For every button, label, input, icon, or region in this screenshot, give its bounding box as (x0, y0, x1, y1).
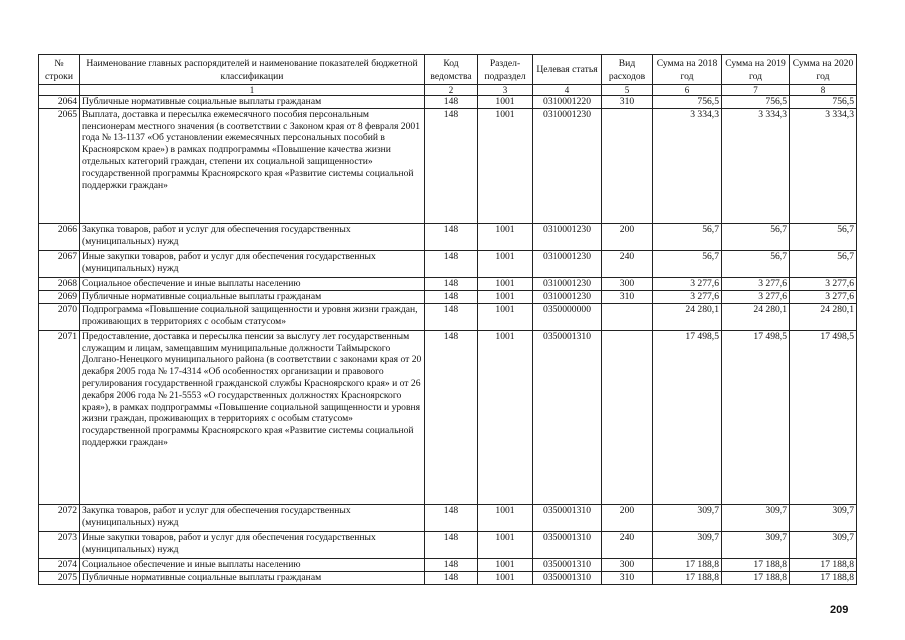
row-name: Закупка товаров, работ и услуг для обеспечения государственных (муниципальных) нужд (80, 504, 425, 531)
target-article: 0310001230 (533, 277, 602, 290)
table-header (39, 55, 857, 96)
target-article: 0350001310 (533, 571, 602, 584)
sum-2019: 3 334,3 (722, 108, 790, 223)
sum-2018: 3 334,3 (653, 108, 722, 223)
dept-code: 148 (425, 108, 478, 223)
column-number: 6 (653, 85, 722, 96)
row-number: 2064 (39, 96, 80, 109)
sum-2019: 3 277,6 (722, 290, 790, 303)
table-row (39, 571, 857, 584)
target-article: 0310001230 (533, 290, 602, 303)
expense-type: 240 (602, 250, 653, 277)
row-name: Публичные нормативные социальные выплаты гражданам (80, 96, 425, 109)
dept-code: 148 (425, 303, 478, 330)
expense-type (602, 330, 653, 504)
dept-code: 148 (425, 330, 478, 504)
sum-2020: 56,7 (790, 250, 857, 277)
budget-table (38, 54, 857, 585)
sum-2018: 3 277,6 (653, 290, 722, 303)
section-code: 1001 (478, 531, 533, 558)
dept-code: 148 (425, 277, 478, 290)
section-code: 1001 (478, 250, 533, 277)
sum-2019: 309,7 (722, 504, 790, 531)
table-row (39, 96, 857, 109)
row-name: Социальное обеспечение и иные выплаты населению (80, 277, 425, 290)
sum-2020: 3 334,3 (790, 108, 857, 223)
table-body (39, 96, 857, 585)
table-row (39, 558, 857, 571)
sum-2019: 24 280,1 (722, 303, 790, 330)
dept-code: 148 (425, 96, 478, 109)
section-code: 1001 (478, 571, 533, 584)
sum-2018: 309,7 (653, 531, 722, 558)
table-row (39, 330, 857, 504)
table-row (39, 303, 857, 330)
dept-code: 148 (425, 571, 478, 584)
table-row (39, 531, 857, 558)
expense-type (602, 108, 653, 223)
target-article: 0310001230 (533, 108, 602, 223)
sum-2019: 309,7 (722, 531, 790, 558)
expense-type: 310 (602, 290, 653, 303)
column-number: 5 (602, 85, 653, 96)
sum-2019: 3 277,6 (722, 277, 790, 290)
sum-2020: 309,7 (790, 504, 857, 531)
column-number: 1 (80, 85, 425, 96)
column-number-row (39, 85, 857, 96)
sum-2020: 756,5 (790, 96, 857, 109)
row-number: 2066 (39, 223, 80, 250)
column-number: 2 (425, 85, 478, 96)
target-article: 0310001230 (533, 250, 602, 277)
column-number: 7 (722, 85, 790, 96)
expense-type (602, 303, 653, 330)
row-name: Подпрограмма «Повышение социальной защищенности и уровня жизни граждан, проживающих в территориях с особым статусом» (80, 303, 425, 330)
row-number: 2074 (39, 558, 80, 571)
section-code: 1001 (478, 223, 533, 250)
header-row-number: № строки (39, 55, 80, 85)
sum-2018: 17 188,8 (653, 558, 722, 571)
dept-code: 148 (425, 531, 478, 558)
table-row (39, 290, 857, 303)
row-name: Закупка товаров, работ и услуг для обеспечения государственных (муниципальных) нужд (80, 223, 425, 250)
row-number: 2068 (39, 277, 80, 290)
sum-2019: 17 188,8 (722, 571, 790, 584)
target-article: 0310001220 (533, 96, 602, 109)
sum-2020: 24 280,1 (790, 303, 857, 330)
header-sum-2020: Сумма на 2020 год (790, 55, 857, 85)
table-row (39, 277, 857, 290)
header-expense-type: Вид расходов (602, 55, 653, 85)
expense-type: 200 (602, 504, 653, 531)
sum-2019: 17 188,8 (722, 558, 790, 571)
sum-2019: 17 498,5 (722, 330, 790, 504)
row-number: 2071 (39, 330, 80, 504)
sum-2020: 3 277,6 (790, 290, 857, 303)
row-number: 2072 (39, 504, 80, 531)
table-row (39, 108, 857, 223)
section-code: 1001 (478, 504, 533, 531)
sum-2018: 756,5 (653, 96, 722, 109)
column-number: 8 (790, 85, 857, 96)
row-number: 2069 (39, 290, 80, 303)
sum-2019: 756,5 (722, 96, 790, 109)
sum-2020: 56,7 (790, 223, 857, 250)
sum-2020: 17 498,5 (790, 330, 857, 504)
section-code: 1001 (478, 96, 533, 109)
expense-type: 200 (602, 223, 653, 250)
sum-2018: 56,7 (653, 250, 722, 277)
table-row (39, 250, 857, 277)
row-name: Публичные нормативные социальные выплаты гражданам (80, 290, 425, 303)
target-article: 0350001310 (533, 531, 602, 558)
section-code: 1001 (478, 303, 533, 330)
header-target-article: Целевая статья (533, 55, 602, 85)
column-number (39, 85, 80, 96)
sum-2018: 56,7 (653, 223, 722, 250)
section-code: 1001 (478, 558, 533, 571)
sum-2020: 3 277,6 (790, 277, 857, 290)
sum-2018: 309,7 (653, 504, 722, 531)
sum-2018: 3 277,6 (653, 277, 722, 290)
expense-type: 310 (602, 571, 653, 584)
row-number: 2065 (39, 108, 80, 223)
expense-type: 310 (602, 96, 653, 109)
row-number: 2070 (39, 303, 80, 330)
target-article: 0350001310 (533, 330, 602, 504)
expense-type: 240 (602, 531, 653, 558)
page-number: 209 (830, 604, 849, 616)
dept-code: 148 (425, 504, 478, 531)
sum-2019: 56,7 (722, 223, 790, 250)
sum-2019: 56,7 (722, 250, 790, 277)
sum-2020: 309,7 (790, 531, 857, 558)
column-number: 3 (478, 85, 533, 96)
row-number: 2067 (39, 250, 80, 277)
dept-code: 148 (425, 223, 478, 250)
target-article: 0350000000 (533, 303, 602, 330)
target-article: 0350001310 (533, 558, 602, 571)
sum-2020: 17 188,8 (790, 571, 857, 584)
dept-code: 148 (425, 558, 478, 571)
row-number: 2075 (39, 571, 80, 584)
header-name: Наименование главных распорядителей и наименование показателей бюджетной классификации (80, 55, 425, 85)
row-name: Иные закупки товаров, работ и услуг для обеспечения государственных (муниципальных) нужд (80, 250, 425, 277)
header-dept-code: Код ведомства (425, 55, 478, 85)
sum-2018: 17 188,8 (653, 571, 722, 584)
row-name: Иные закупки товаров, работ и услуг для обеспечения государственных (муниципальных) нужд (80, 531, 425, 558)
row-name: Публичные нормативные социальные выплаты гражданам (80, 571, 425, 584)
section-code: 1001 (478, 108, 533, 223)
header-sum-2018: Сумма на 2018 год (653, 55, 722, 85)
sum-2018: 24 280,1 (653, 303, 722, 330)
sum-2020: 17 188,8 (790, 558, 857, 571)
row-number: 2073 (39, 531, 80, 558)
table-row (39, 223, 857, 250)
expense-type: 300 (602, 558, 653, 571)
expense-type: 300 (602, 277, 653, 290)
column-number: 4 (533, 85, 602, 96)
dept-code: 148 (425, 290, 478, 303)
section-code: 1001 (478, 330, 533, 504)
row-name: Социальное обеспечение и иные выплаты населению (80, 558, 425, 571)
table-row (39, 504, 857, 531)
section-code: 1001 (478, 290, 533, 303)
sum-2018: 17 498,5 (653, 330, 722, 504)
section-code: 1001 (478, 277, 533, 290)
header-sum-2019: Сумма на 2019 год (722, 55, 790, 85)
target-article: 0310001230 (533, 223, 602, 250)
target-article: 0350001310 (533, 504, 602, 531)
row-name: Предоставление, доставка и пересылка пенсии за выслугу лет государственным служащим и лицам, замещавшим муниципальные должности Таймырского Долгано-Ненецкого муниципального района (в соответствии с законами края от 20 декабря 2005 года № 17-4314 «Об особенностях организации и правового регулирования государственной гражданской службы Красноярского края» и от 26 декабря 2006 года № 21-5553 «О государственных должностях Красноярского края»), в рамках подпрограммы «Повышение социальной защищенности и уровня жизни граждан, проживающих в территориях с особым статусом» государственной программы Красноярского края «Развитие системы социальной поддержки граждан» (80, 330, 425, 504)
row-name: Выплата, доставка и пересылка ежемесячного пособия персональным пенсионерам местного значения (в соответствии с Законом края от 8 февраля 2001 года № 13-1137 «Об установлении ежемесячных персональных пособий в Красноярском крае») в рамках подпрограммы «Повышение качества жизни отдельных категорий граждан, степени их социальной защищенности» государственной программы Красноярского края «Развитие системы социальной поддержки граждан» (80, 108, 425, 223)
dept-code: 148 (425, 250, 478, 277)
header-section: Раздел-подраздел (478, 55, 533, 85)
